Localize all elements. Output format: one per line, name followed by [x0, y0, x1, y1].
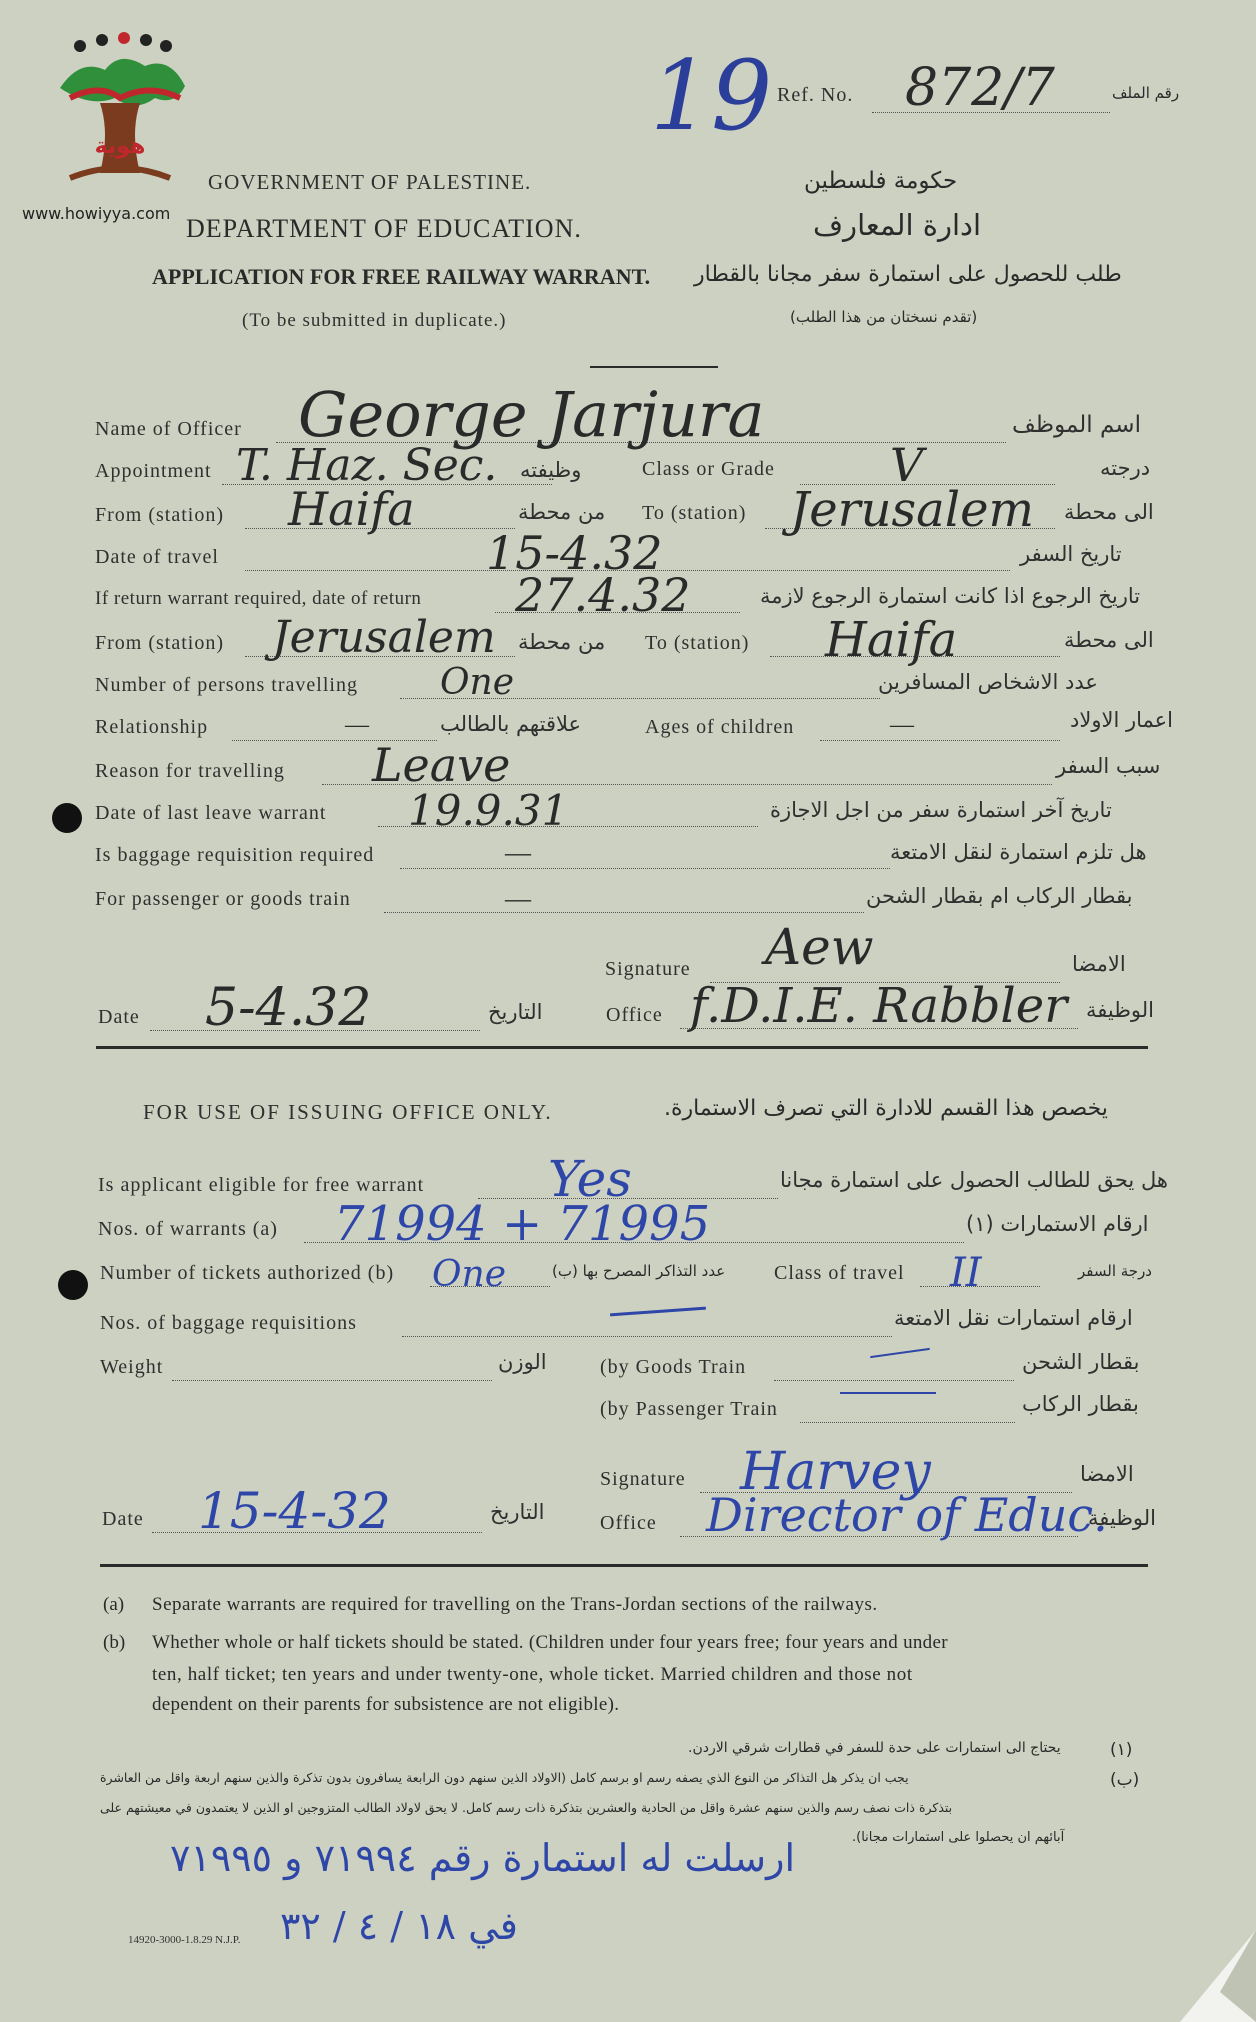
note-ar: (تقدم نسختان من هذا الطلب): [790, 308, 978, 326]
note-b-line2: ten, half ticket; ten years and under twenty-one, whole ticket. Married children and those not: [152, 1664, 913, 1685]
lastleave-label: Date of last leave warrant: [95, 802, 327, 824]
note-a-text: Separate warrants are required for travelling on the Trans-Jordan sections of the railways.: [152, 1594, 878, 1615]
sdate-label: Date: [98, 1006, 140, 1028]
note-ar-b-line1: يجب ان يذكر هل التذاكر من النوع الذي يصفه رسم او برسم كامل (الاولاد الذين سنهم دون الرابعة يسافرون بدون تذكرة والذين سنهم اربعة واقل من العاشرة: [100, 1770, 909, 1785]
appointment-label-ar: وظيفته: [520, 458, 582, 482]
appointment-label: Appointment: [95, 460, 212, 482]
from2-label: From (station): [95, 632, 224, 654]
to2-label: To (station): [645, 632, 750, 654]
date-label-ar: تاريخ السفر: [1020, 542, 1122, 566]
issuing-office-label: Office: [600, 1512, 657, 1534]
note-a-marker: (a): [103, 1594, 125, 1615]
baggage-label-ar: هل تلزم استمارة لنقل الامتعة: [890, 840, 1147, 864]
issuing-signature-label: Signature: [600, 1468, 686, 1490]
classtravel-value: II: [950, 1250, 982, 1296]
classtravel-label-ar: درجة السفر: [1078, 1262, 1152, 1280]
name-value: George Jarjura: [298, 378, 765, 451]
passenger-label-ar: بقطار الركاب: [1022, 1392, 1139, 1416]
issuing-heading-en: FOR USE OF ISSUING OFFICE ONLY.: [143, 1100, 553, 1124]
to2-label-ar: الى محطة: [1064, 628, 1154, 652]
issuing-office-label-ar: الوظيفة: [1088, 1506, 1157, 1530]
gov-ar: حكومة فلسطين: [804, 168, 958, 194]
class-label: Class or Grade: [642, 458, 775, 480]
dept-ar: ادارة المعارف: [813, 208, 981, 242]
issuing-signature-value: Harvey: [740, 1442, 931, 1502]
issuing-heading-ar: يخصص هذا القسم للادارة التي تصرف الاستمارة.: [664, 1096, 1108, 1121]
to-label: To (station): [642, 502, 747, 524]
ref-label-ar: رقم الملف: [1112, 84, 1180, 102]
note-en: (To be submitted in duplicate.): [242, 310, 507, 331]
bagreq-label-ar: ارقام استمارات نقل الامتعة: [894, 1306, 1133, 1330]
file-number: 19: [650, 40, 773, 152]
lastleave-label-ar: تاريخ آخر استمارة سفر من اجل الاجازة: [770, 798, 1112, 822]
annotation-line1: ارسلت له استمارة رقم ٧١٩٩٤ و ٧١٩٩٥: [170, 1836, 796, 1880]
eligible-label-ar: هل يحق للطالب الحصول على استمارة مجانا: [780, 1168, 1168, 1192]
persons-value: One: [440, 662, 515, 703]
office-label-ar: الوظيفة: [1086, 998, 1155, 1022]
note-ar-b-marker: (ب): [1110, 1770, 1140, 1790]
issuing-office-value: Director of Educ.: [706, 1488, 1108, 1542]
section-divider: [96, 1046, 1148, 1049]
weight-label: Weight: [100, 1356, 164, 1378]
bagreq-dash: [610, 1307, 706, 1317]
relationship-label: Relationship: [95, 716, 209, 738]
relationship-value: —: [345, 712, 369, 738]
goods-label: (by Goods Train: [600, 1356, 747, 1378]
passenger-label: (by Passenger Train: [600, 1398, 778, 1420]
return-value: 27.4.32: [515, 568, 691, 622]
from2-value: Jerusalem: [272, 612, 496, 663]
bagreq-label: Nos. of baggage requisitions: [100, 1312, 357, 1334]
from-value: Haifa: [288, 482, 415, 536]
baggage-value: —: [505, 838, 531, 867]
persons-label-ar: عدد الاشخاص المسافرين: [878, 670, 1098, 694]
return-label-ar: تاريخ الرجوع اذا كانت استمارة الرجوع لازمة: [760, 584, 1141, 608]
howiyya-logo: [40, 28, 190, 198]
train-label-ar: بقطار الركاب ام بقطار الشحن: [866, 884, 1133, 908]
hole-punch: [52, 803, 82, 833]
ages-label: Ages of children: [645, 716, 795, 738]
ref-value: 872/7: [905, 58, 1055, 118]
baggage-label: Is baggage requisition required: [95, 844, 375, 866]
issuing-date-label: Date: [102, 1508, 144, 1530]
tickets-label-ar: عدد التذاكر المصرح بها (ب): [552, 1262, 726, 1280]
relationship-label-ar: علاقتهم بالطالب: [440, 712, 582, 736]
lastleave-value: 19.9.31: [408, 786, 569, 835]
annotation-line2: في ١٨ / ٤ / ٣٢: [280, 1904, 518, 1948]
train-label: For passenger or goods train: [95, 888, 351, 910]
signature-value: Aew: [765, 918, 874, 976]
note-ar-a-text: يحتاج الى استمارات على حدة للسفر في قطارات شرقي الاردن.: [688, 1740, 1061, 1756]
ages-value: —: [890, 712, 914, 738]
gov-en: GOVERNMENT OF PALESTINE.: [208, 170, 532, 194]
issuing-date-label-ar: التاريخ: [490, 1500, 545, 1524]
reason-label: Reason for travelling: [95, 760, 285, 782]
hole-punch: [58, 1270, 88, 1300]
note-b-line1: Whether whole or half tickets should be stated. (Children under four years free; four years and under: [152, 1632, 948, 1653]
weight-label-ar: الوزن: [498, 1350, 547, 1374]
notes-divider: [100, 1564, 1148, 1567]
note-ar-a-marker: (١): [1110, 1740, 1133, 1760]
sdate-label-ar: التاريخ: [488, 1000, 543, 1024]
to-label-ar: الى محطة: [1064, 500, 1154, 524]
warrants-label-ar: ارقام الاستمارات (١): [966, 1212, 1149, 1236]
signature-label: Signature: [605, 958, 691, 980]
date-label: Date of travel: [95, 546, 219, 568]
watermark-site: www.howiyya.com: [22, 204, 171, 223]
class-value: V: [890, 438, 924, 492]
name-label: Name of Officer: [95, 418, 242, 440]
eligible-value: Yes: [548, 1150, 632, 1208]
signature-label-ar: الامضا: [1072, 952, 1126, 976]
folded-corner: [1180, 1930, 1256, 2022]
date-value: 15-4.32: [486, 526, 663, 580]
office-label: Office: [606, 1004, 663, 1026]
from2-label-ar: من محطة: [518, 630, 606, 654]
title-en: APPLICATION FOR FREE RAILWAY WARRANT.: [152, 264, 651, 289]
warrants-label: Nos. of warrants (a): [98, 1218, 278, 1240]
from-label-ar: من محطة: [518, 500, 606, 524]
from-label: From (station): [95, 504, 224, 526]
classtravel-label: Class of travel: [774, 1262, 905, 1284]
persons-label: Number of persons travelling: [95, 674, 358, 696]
tickets-value: One: [432, 1254, 507, 1295]
note-ar-b-line3: آبائهم ان يحصلوا على استمارات مجانا).: [852, 1830, 1065, 1845]
warrants-value: 71994 + 71995: [334, 1196, 711, 1252]
title-ar: طلب للحصول على استمارة سفر مجانا بالقطار: [694, 262, 1122, 287]
reason-label-ar: سبب السفر: [1056, 754, 1161, 778]
name-label-ar: اسم الموظف: [1012, 412, 1141, 438]
to-value: Jerusalem: [790, 482, 1035, 538]
sdate-value: 5-4.32: [205, 978, 372, 1038]
ages-label-ar: اعمار الاولاد: [1070, 708, 1174, 732]
class-label-ar: درجته: [1100, 456, 1151, 480]
passenger-dash: [840, 1392, 936, 1394]
note-b-line3: dependent on their parents for subsistence are not eligible).: [152, 1694, 620, 1715]
reason-value: Leave: [372, 738, 511, 792]
print-code: 14920-3000-1.8.29 N.J.P.: [128, 1934, 241, 1946]
tickets-label: Number of tickets authorized (b): [100, 1262, 395, 1284]
office-value: f.D.I.E. Rabbler: [690, 978, 1068, 1034]
note-b-marker: (b): [103, 1632, 126, 1653]
goods-label-ar: بقطار الشحن: [1022, 1350, 1140, 1374]
to2-value: Haifa: [825, 612, 958, 668]
eligible-label: Is applicant eligible for free warrant: [98, 1174, 425, 1196]
logo-text: هوية: [94, 134, 146, 159]
goods-dash: [870, 1348, 930, 1358]
appointment-value: T. Haz. Sec.: [236, 440, 498, 491]
train-value: —: [505, 884, 531, 913]
issuing-date-value: 15-4-32: [198, 1482, 391, 1540]
issuing-signature-label-ar: الامضا: [1080, 1462, 1134, 1486]
return-label: If return warrant required, date of return: [95, 588, 422, 609]
ref-label: Ref. No.: [777, 84, 854, 106]
note-ar-b-line2: بتذكرة ذات نصف رسم والذين سنهم عشرة واقل من الحادية والعشرين بتذكرة ذات رسم كامل. لا يحق لاولاد الطالب المتزوجين او الذين لا يعتمدون في معيشتهم على: [100, 1800, 953, 1815]
dept-en: DEPARTMENT OF EDUCATION.: [186, 214, 582, 243]
